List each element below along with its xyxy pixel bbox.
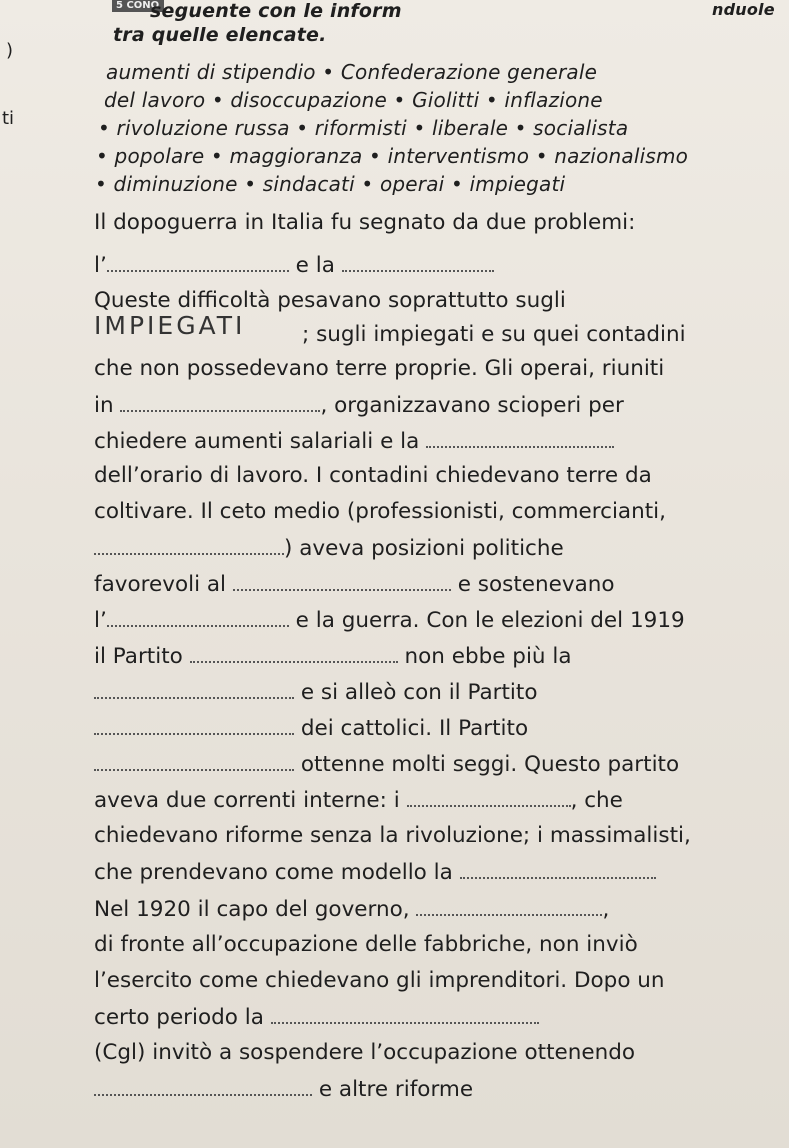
text-line-5: che non possedevano terre proprie. Gli operai, riuniti	[94, 356, 665, 381]
instruction-line-2: tra quelle elencate.	[113, 24, 327, 46]
blank-16[interactable]	[94, 1076, 312, 1096]
blank-3[interactable]	[120, 392, 320, 412]
text-line-6: in , organizzavano scioperi per	[94, 393, 624, 418]
blank-2[interactable]	[342, 252, 494, 272]
word-bank-line-3: • rivoluzione russa • riformisti • liberale • socialista	[98, 116, 629, 140]
text-line-2: l’ e la	[94, 252, 494, 278]
text-line-9: coltivare. Il ceto medio (professionisti, commercianti,	[94, 499, 666, 524]
blank-12[interactable]	[407, 787, 571, 807]
blank-1[interactable]	[107, 252, 289, 272]
text-line-8: dell’orario di lavoro. I contadini chiedevano terre da	[94, 463, 652, 488]
margin-paren: )	[6, 40, 14, 61]
text-line-7: chiedere aumenti salariali e la	[94, 428, 614, 454]
text-line-11: favorevoli al e sostenevano	[94, 572, 615, 597]
margin-fragment: ti	[2, 108, 15, 129]
blank-6[interactable]	[233, 571, 451, 591]
text-line-4: ; sugli impiegati e su quei contadini	[302, 322, 686, 347]
text-line-21: di fronte all’occupazione delle fabbriche, non inviò	[94, 932, 638, 957]
text-line-14: e si alleò con il Partito	[94, 679, 537, 705]
blank-13[interactable]	[460, 859, 656, 879]
word-bank-line-1: aumenti di stipendio • Confederazione generale	[106, 60, 598, 84]
text-line-12: l’ e la guerra. Con le elezioni del 1919	[94, 608, 685, 633]
blank-11[interactable]	[94, 751, 294, 771]
text-line-24: (Cgl) invitò a sospendere l’occupazione ottenendo	[94, 1040, 636, 1065]
text-line-23: certo periodo la	[94, 1004, 539, 1030]
text-line-25: e altre riforme	[94, 1076, 473, 1102]
blank-8[interactable]	[190, 643, 398, 663]
blank-15[interactable]	[271, 1004, 539, 1024]
word-bank-line-2: del lavoro • disoccupazione • Giolitti • inflazione	[104, 88, 603, 112]
text-line-15: dei cattolici. Il Partito	[94, 715, 528, 741]
handwritten-answer: IMPIEGATI	[94, 311, 246, 340]
blank-7[interactable]	[107, 607, 289, 627]
text-line-17: aveva due correnti interne: i , che	[94, 788, 623, 813]
text-line-16: ottenne molti seggi. Questo partito	[94, 751, 679, 777]
blank-9[interactable]	[94, 679, 294, 699]
blank-5[interactable]	[94, 535, 284, 555]
text-line-22: l’esercito come chiedevano gli imprenditori. Dopo un	[94, 968, 665, 993]
exercise-badge: 5 CONO	[112, 0, 164, 12]
text-line-3: Queste difficoltà pesavano soprattutto sugli	[94, 288, 566, 313]
text-line-13: il Partito non ebbe più la	[94, 644, 572, 669]
text-line-1: Il dopoguerra in Italia fu segnato da due problemi:	[94, 210, 636, 235]
blank-14[interactable]	[416, 896, 602, 916]
word-bank-line-4: • popolare • maggioranza • interventismo • nazionalismo	[96, 144, 689, 168]
text-line-18: chiedevano riforme senza la rivoluzione; i massimalisti,	[94, 823, 691, 848]
text-line-20: Nel 1920 il capo del governo, ,	[94, 897, 610, 922]
blank-10[interactable]	[94, 715, 294, 735]
word-bank-line-5: • diminuzione • sindacati • operai • impiegati	[95, 172, 566, 196]
text-line-10: ) aveva posizioni politiche	[94, 535, 564, 561]
blank-4[interactable]	[426, 428, 614, 448]
text-line-19: che prendevano come modello la	[94, 859, 656, 885]
instruction-line-1: seguente con le inform	[150, 0, 402, 22]
instruction-top-right: nduole	[712, 0, 775, 19]
